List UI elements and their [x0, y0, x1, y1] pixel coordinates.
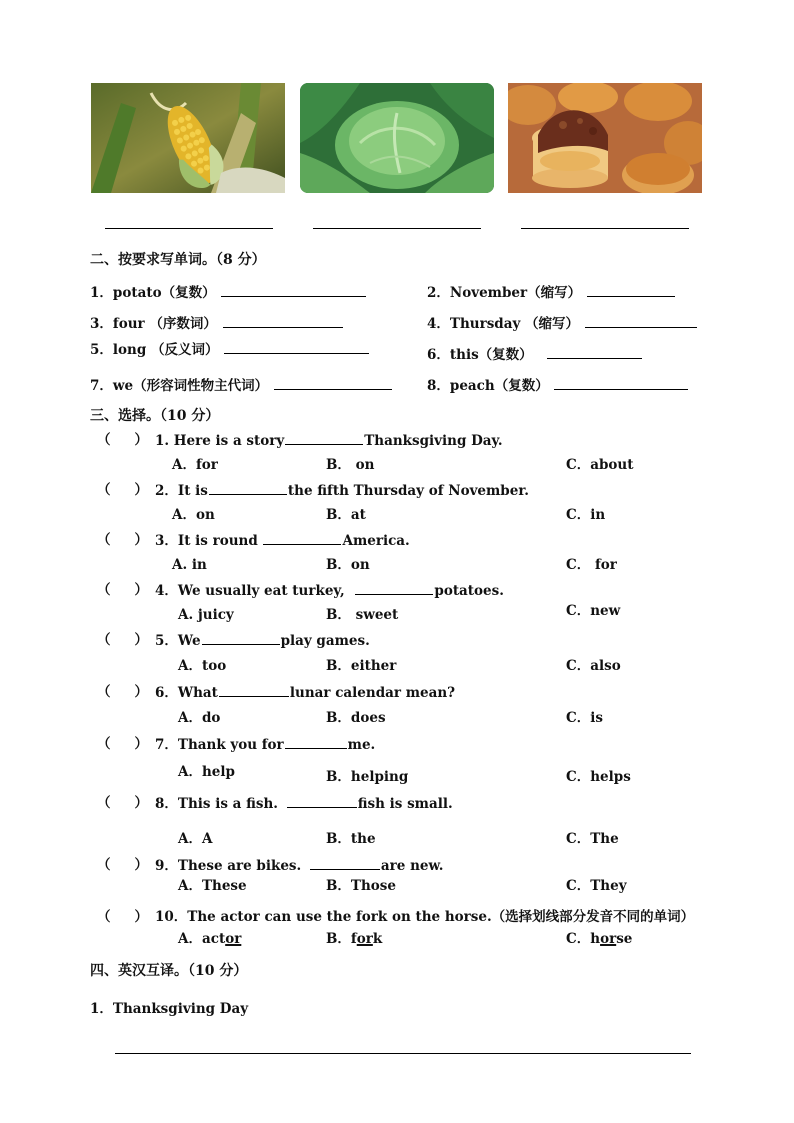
q-num: 10． [155, 909, 188, 925]
q-post: are new. [380, 858, 444, 874]
opt-prefix: B．f [326, 931, 357, 947]
s2-item-5 [90, 341, 370, 358]
paren-close: ） [134, 684, 148, 700]
q-num: 2． [155, 483, 178, 499]
s2-num: 7． [90, 378, 113, 394]
paren-open: （ [97, 532, 111, 548]
q-num: 5． [155, 633, 178, 649]
q10-option-a[interactable] [178, 931, 241, 947]
s4-text: Thanksgiving Day [112, 1001, 249, 1017]
paren-open: （ [97, 684, 111, 700]
s2-text: four （序数词） [112, 316, 217, 332]
q-num: 3． [155, 533, 178, 549]
paren-open: （ [97, 857, 111, 873]
paren-open: （ [97, 432, 111, 448]
q2-paren[interactable] [97, 482, 148, 498]
paren-close: ） [134, 795, 148, 811]
s4-answer-line-1[interactable] [115, 1053, 691, 1054]
q9-option-a[interactable]: A．These [178, 878, 247, 894]
s2-text: peach（复数） [449, 378, 549, 394]
s2-item-8 [427, 377, 689, 394]
q-pre: It is round [177, 533, 258, 549]
paren-open: （ [97, 909, 111, 925]
s2-num: 4． [427, 316, 450, 332]
s2-blank-4[interactable] [585, 315, 697, 328]
q-pre: It is [177, 483, 208, 499]
s2-item-6 [427, 346, 643, 363]
s2-num: 1． [90, 285, 113, 301]
q2-option-a[interactable]: A．on [172, 507, 215, 523]
s2-num: 5． [90, 342, 113, 358]
q-post: the fifth Thursday of November. [287, 483, 529, 499]
s2-num: 8． [427, 378, 450, 394]
q5-paren[interactable] [97, 632, 148, 648]
q7-stem [155, 736, 375, 753]
mooncakes-image [508, 83, 702, 193]
opt-suffix: k [372, 931, 383, 947]
q10-stem [155, 909, 694, 925]
q-num: 9． [155, 858, 178, 874]
s2-text: November（缩写） [449, 285, 582, 301]
s2-text: we（形容词性物主代词） [112, 378, 269, 394]
q-num: 8． [155, 796, 178, 812]
q2-stem [155, 482, 529, 499]
q9-paren[interactable] [97, 857, 148, 873]
section2-title: 二、按要求写单词。（8 分） [90, 252, 266, 268]
q5-option-a[interactable]: A．too [178, 658, 227, 674]
q-pre: These are bikes. [177, 858, 302, 874]
s2-num: 2． [427, 285, 450, 301]
answer-line-2[interactable] [313, 228, 481, 229]
paren-open: （ [97, 795, 111, 811]
answer-line-1[interactable] [105, 228, 273, 229]
q4-blank[interactable] [355, 582, 433, 595]
s2-item-2 [427, 284, 676, 301]
paren-open: （ [97, 632, 111, 648]
s2-blank-3[interactable] [223, 315, 343, 328]
q3-option-c[interactable]: C． for [566, 557, 617, 573]
q1-blank[interactable] [285, 432, 363, 445]
q10-option-b[interactable] [326, 931, 382, 947]
q-post: Thanksgiving Day. [364, 433, 503, 449]
s2-num: 3． [90, 316, 113, 332]
q-pre: We usually eat turkey, [177, 583, 345, 599]
q5-option-c[interactable]: C．also [566, 658, 621, 674]
s2-item-1 [90, 284, 367, 301]
q-num: 7． [155, 737, 178, 753]
s2-blank-7[interactable] [274, 377, 392, 390]
q6-option-a[interactable]: A．do [178, 710, 221, 726]
q9-option-c[interactable]: C．They [566, 878, 627, 894]
s2-item-4 [427, 315, 698, 332]
q1-stem [155, 432, 503, 449]
s4-num: 1． [90, 1001, 113, 1017]
opt-underlined: or [600, 931, 617, 947]
s2-item-3 [90, 315, 344, 332]
q-pre: Thank you for [177, 737, 284, 753]
q-num: 4． [155, 583, 178, 599]
paren-close: ） [134, 582, 148, 598]
q4-option-b[interactable]: B． sweet [326, 607, 399, 623]
q5-option-b[interactable]: B．either [326, 658, 397, 674]
cabbage-image [300, 83, 494, 193]
q10-paren[interactable] [97, 909, 148, 925]
q6-option-b[interactable]: B．does [326, 710, 386, 726]
q-post: lunar calendar mean? [289, 685, 456, 701]
q6-paren[interactable] [97, 684, 148, 700]
opt-underlined: or [225, 931, 242, 947]
paren-close: ） [134, 482, 148, 498]
paren-open: （ [97, 482, 111, 498]
s2-text: Thursday （缩写） [449, 316, 580, 332]
q9-stem [155, 857, 443, 874]
q1-option-b[interactable]: B． on [326, 457, 375, 473]
q5-blank[interactable] [202, 632, 280, 645]
q8-stem [155, 795, 453, 812]
paren-close: ） [134, 432, 148, 448]
q1-paren[interactable] [97, 432, 148, 448]
q-post: me. [347, 737, 376, 753]
paren-close: ） [134, 632, 148, 648]
q3-stem [155, 532, 410, 549]
q-post: （选择划线部分发音不同的单词） [491, 909, 695, 925]
q9-blank[interactable] [310, 857, 380, 870]
q4-option-a[interactable]: A. juicy [178, 607, 234, 623]
opt-underlined: or [356, 931, 373, 947]
paren-open: （ [97, 582, 111, 598]
s2-blank-8[interactable] [554, 377, 688, 390]
q6-option-c[interactable]: C．is [566, 710, 603, 726]
q1-option-c[interactable]: C．about [566, 457, 634, 473]
s2-blank-6[interactable] [547, 346, 642, 359]
q-post: potatoes. [434, 583, 504, 599]
q3-paren[interactable] [97, 532, 148, 548]
section3-title: 三、选择。（10 分） [90, 408, 220, 424]
s2-text: this（复数） [449, 347, 533, 363]
q-post: fish is small. [357, 796, 453, 812]
s4-item-1 [90, 1001, 248, 1017]
q4-option-c[interactable]: C．new [566, 603, 621, 619]
q6-stem [155, 684, 455, 701]
q7-blank[interactable] [285, 736, 347, 749]
s2-item-7 [90, 377, 393, 394]
q8-blank[interactable] [287, 795, 357, 808]
q4-stem [155, 582, 504, 599]
s2-text: potato（复数） [112, 285, 216, 301]
mooncakes-picture [508, 83, 702, 193]
s2-num: 6． [427, 347, 450, 363]
q10-option-c[interactable] [566, 931, 632, 947]
q8-paren[interactable] [97, 795, 148, 811]
q6-blank[interactable] [219, 684, 289, 697]
q3-option-a[interactable]: A. in [172, 557, 207, 573]
corn-image [91, 83, 285, 193]
q-pre: Here is a story [173, 433, 285, 449]
q2-option-c[interactable]: C．in [566, 507, 606, 523]
paren-open: （ [97, 736, 111, 752]
paren-close: ） [134, 532, 148, 548]
q7-option-b[interactable]: B．helping [326, 769, 409, 785]
q-post: play games. [280, 633, 370, 649]
q9-option-b[interactable]: B．Those [326, 878, 396, 894]
q-pre: The actor can use the fork on the horse. [187, 909, 492, 925]
q8-option-b[interactable]: B．the [326, 831, 376, 847]
s2-blank-2[interactable] [587, 284, 675, 297]
q-post: America. [342, 533, 410, 549]
s2-blank-5[interactable] [224, 341, 369, 354]
q3-blank[interactable] [263, 532, 341, 545]
q7-paren[interactable] [97, 736, 148, 752]
opt-prefix: C．h [566, 931, 601, 947]
q-pre: This is a fish. [177, 796, 279, 812]
answer-line-3[interactable] [521, 228, 689, 229]
q8-option-a[interactable]: A．A [178, 831, 213, 847]
corn-picture [91, 83, 285, 193]
q5-stem [155, 632, 370, 649]
q-num: 1. [155, 433, 170, 449]
cabbage-picture [300, 83, 494, 193]
q-num: 6． [155, 685, 178, 701]
s2-blank-1[interactable] [221, 284, 366, 297]
paren-close: ） [134, 909, 148, 925]
q7-option-a[interactable]: A．help [178, 764, 235, 780]
q2-blank[interactable] [209, 482, 287, 495]
q7-option-c[interactable]: C．helps [566, 769, 631, 785]
q-pre: What [177, 685, 218, 701]
opt-prefix: A．act [178, 931, 226, 947]
q2-option-b[interactable]: B．at [326, 507, 366, 523]
opt-suffix: se [616, 931, 633, 947]
paren-close: ） [134, 857, 148, 873]
paren-close: ） [134, 736, 148, 752]
q-pre: We [177, 633, 201, 649]
section4-title: 四、英汉互译。（10 分） [90, 963, 248, 979]
q4-paren[interactable] [97, 582, 148, 598]
q3-option-b[interactable]: B．on [326, 557, 370, 573]
s2-text: long （反义词） [112, 342, 219, 358]
q8-option-c[interactable]: C．The [566, 831, 619, 847]
q1-option-a[interactable]: A．for [172, 457, 218, 473]
